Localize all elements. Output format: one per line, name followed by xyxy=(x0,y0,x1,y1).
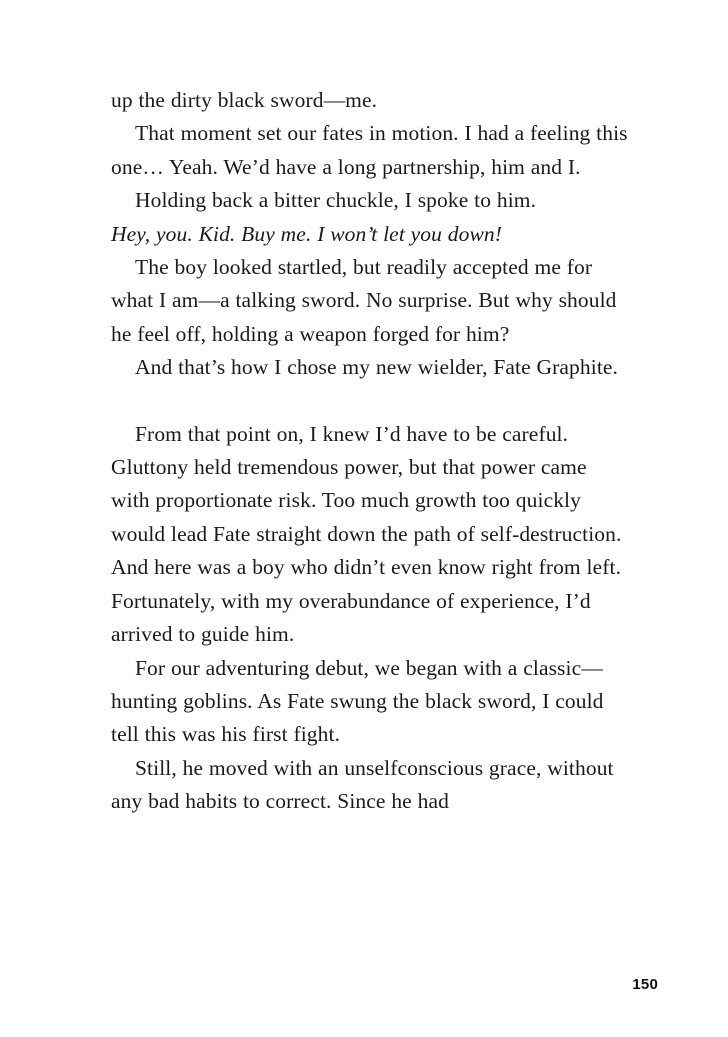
paragraph: up the dirty black sword—me. xyxy=(111,88,378,112)
paragraph: For our adventuring debut, we began with a classic—hunting goblins. As Fate swung the black sword, I could tell this was his first fight. xyxy=(111,655,604,747)
page-number: 150 xyxy=(632,976,658,993)
page-body-text xyxy=(111,84,631,819)
paragraph: Still, he moved with an unselfconscious grace, without any bad habits to correct. Since he had xyxy=(111,755,614,814)
paragraph: And that’s how I chose my new wielder, Fate Graphite. xyxy=(135,355,619,380)
section-break xyxy=(111,385,631,418)
paragraph: The boy looked startled, but readily accepted me for what I am—a talking sword. No surprise. But why should he feel off, holding a weapon forged for him? xyxy=(111,255,617,346)
paragraph: Holding back a bitter chuckle, I spoke to him. xyxy=(135,188,537,213)
paragraph: From that point on, I knew I’d have to be careful. Gluttony held tremendous power, but that power came with proportionate risk. Too much growth too quickly would lead Fate straight down the path of self-destruction. And here was a boy who didn’t even know right from left. Fortunately, with my overabundance of experience, I’d arrived to guide him. xyxy=(111,421,622,647)
paragraph-italic-dialogue: Hey, you. Kid. Buy me. I won’t let you down! xyxy=(111,221,503,246)
paragraph: That moment set our fates in motion. I had a feeling this one… Yeah. We’d have a long partnership, him and I. xyxy=(111,121,628,179)
